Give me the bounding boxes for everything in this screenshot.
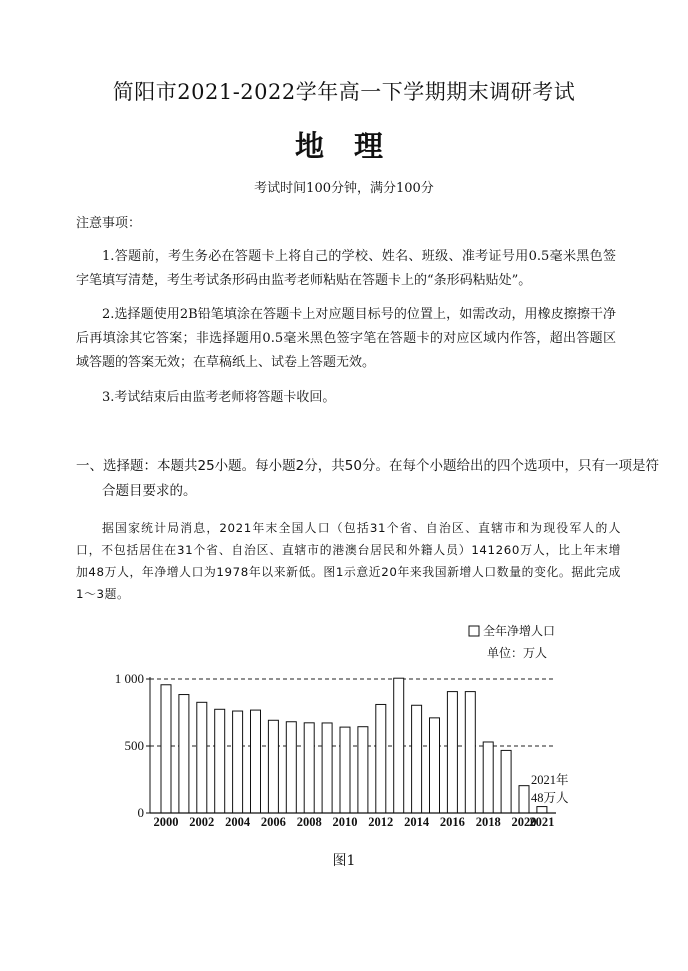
y-tick-label: 0 bbox=[137, 805, 144, 820]
bar-2012 bbox=[376, 704, 386, 813]
note-item-1: 1.答题前，考生务必在答题卡上将自己的学校、姓名、班级、准考证号用0.5毫米黑色签字笔填写清楚，考生考试条形码由监考老师粘贴在答题卡上的“条形码粘贴处”。 bbox=[76, 249, 616, 288]
bar-2002 bbox=[197, 702, 207, 813]
bar-2020 bbox=[519, 786, 529, 813]
x-tick-label: 2016 bbox=[439, 815, 465, 829]
y-tick-label: 500 bbox=[124, 738, 144, 753]
figure-caption: 图1 bbox=[332, 853, 356, 869]
population-bar-chart bbox=[0, 610, 688, 880]
bar-2010 bbox=[340, 727, 350, 813]
subject-title: 地 理 bbox=[294, 129, 394, 163]
bar-2018 bbox=[483, 742, 493, 813]
x-tick-label: 2002 bbox=[189, 815, 215, 829]
bar-2015 bbox=[430, 718, 440, 813]
x-tick-label: 2004 bbox=[225, 815, 251, 829]
bar-2017 bbox=[465, 692, 475, 813]
note-item-3: 3.考试结束后由监考老师将答题卡收回。 bbox=[102, 390, 336, 405]
bar-2004 bbox=[233, 711, 243, 813]
chart-annotation bbox=[531, 772, 569, 805]
x-tick-label: 2006 bbox=[260, 815, 286, 829]
bar-2005 bbox=[251, 710, 261, 813]
bar-2009 bbox=[322, 723, 332, 813]
legend-label: 全年净增人口 bbox=[483, 624, 556, 638]
bar-2021 bbox=[537, 807, 547, 813]
annotation-line-1: 2021年 bbox=[531, 773, 569, 787]
x-tick-label: 2012 bbox=[368, 815, 394, 829]
annotation-line-2: 48万人 bbox=[531, 791, 569, 805]
unit-label: 单位：万人 bbox=[487, 646, 548, 660]
bar-2007 bbox=[286, 722, 296, 813]
x-tick-label: 2008 bbox=[296, 815, 322, 829]
section-heading: 一、选择题：本题共25小题。每小题2分，共50分。在每个小题给出的四个选项中，只有一项是符合题目要求的。 bbox=[76, 458, 659, 499]
bar-2019 bbox=[501, 750, 511, 813]
bar-2013 bbox=[394, 678, 404, 813]
bar-2011 bbox=[358, 727, 368, 813]
bar-2014 bbox=[412, 705, 422, 813]
x-tick-label: 2020 bbox=[511, 815, 537, 829]
x-tick-label: 2018 bbox=[475, 815, 501, 829]
bar-2001 bbox=[179, 695, 189, 813]
notes-heading: 注意事项： bbox=[76, 216, 142, 231]
y-tick-label: 1 000 bbox=[114, 671, 144, 686]
exam-title: 简阳市2021-2022学年高一下学期期末调研考试 bbox=[112, 80, 576, 104]
note-item-2: 2.选择题使用2B铅笔填涂在答题卡上对应题目标号的位置上，如需改动，用橡皮擦擦干净后再填涂其它答案；非选择题用0.5毫米黑色签字笔在答题卡的对应区域内作答，超出答题区域答题的答案无效；在草稿纸上、试卷上答题无效。 bbox=[76, 307, 616, 370]
bar-2003 bbox=[215, 709, 225, 813]
question-passage: 据国家统计局消息，2021年末全国人口（包括31个省、自治区、直辖市和为现役军人的人口，不包括居住在31个省、自治区、直辖市的港澳台居民和外籍人员）141260万人，比上年末增加48万人，年净增人口为1978年以来新低。图1示意近20年来我国新增人口数量的变化。据此完成1～3题。 bbox=[76, 521, 621, 601]
chart-legend bbox=[469, 623, 555, 660]
x-axis bbox=[150, 813, 556, 829]
bar-2000 bbox=[161, 685, 171, 813]
y-axis bbox=[115, 671, 150, 820]
x-tick-label: 2000 bbox=[153, 815, 179, 829]
legend-swatch bbox=[469, 626, 479, 636]
bar-2008 bbox=[304, 723, 314, 813]
bar-2006 bbox=[268, 720, 278, 813]
bar-2016 bbox=[447, 692, 457, 813]
chart-gridlines bbox=[150, 679, 556, 746]
x-tick-label: 2010 bbox=[332, 815, 358, 829]
exam-info: 考试时间100分钟，满分100分 bbox=[254, 181, 434, 196]
x-tick-label: 2014 bbox=[404, 815, 430, 829]
x-tick-label: 2021 bbox=[529, 815, 555, 829]
